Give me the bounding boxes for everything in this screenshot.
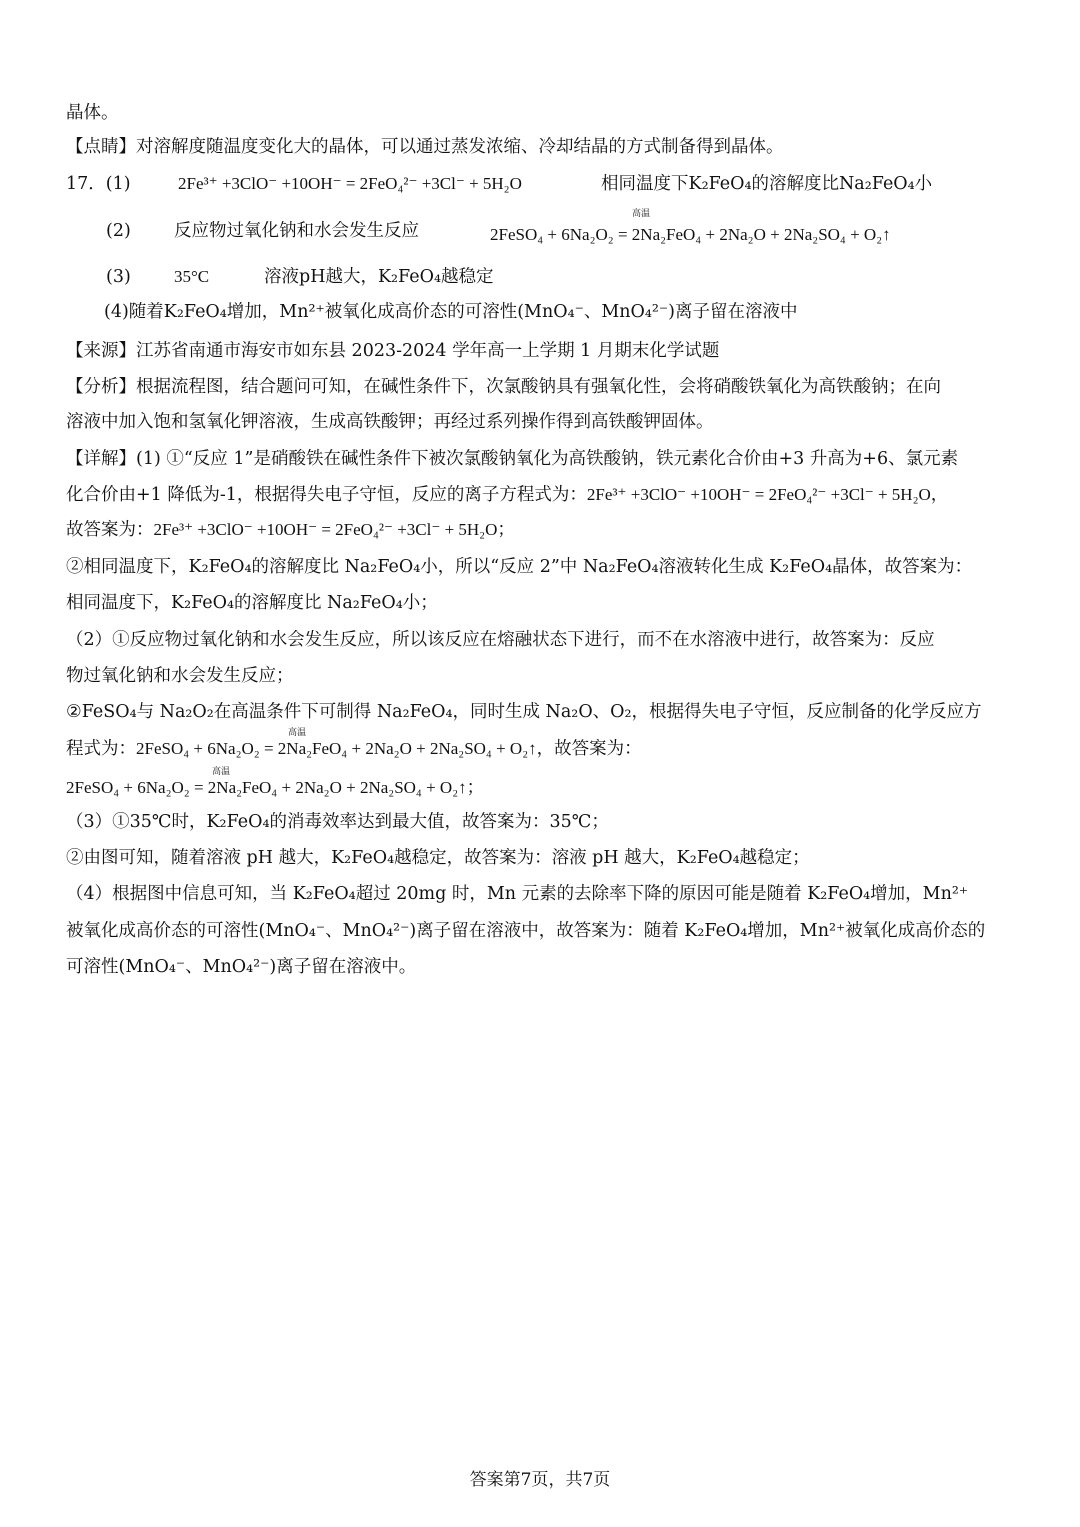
punctuation: ； bbox=[497, 520, 515, 540]
analysis-line: 溶液中加入饱和氢氧化钾溶液，生成高铁酸钾；再经过系列操作得到高铁酸钾固体。 bbox=[66, 412, 714, 432]
detail-text: 程式为： bbox=[66, 739, 136, 759]
detail-line bbox=[66, 728, 1016, 761]
temperature: 35°C bbox=[174, 267, 210, 286]
detail-line bbox=[66, 483, 1016, 507]
condition-label: 高温 bbox=[632, 209, 651, 219]
answer-17-4: (4)随着K₂FeO₄增加，Mn²⁺被氧化成高价态的可溶性(MnO₄⁻、MnO₄²⁻)离子留在溶液中 bbox=[104, 302, 798, 322]
ionic-equation: 2Fe³⁺ +3ClO⁻ +10OH⁻ = 2FeO₄²⁻ +3Cl⁻ + 5H₂O bbox=[586, 485, 931, 504]
detail-line bbox=[66, 518, 1016, 542]
detail-line: ②FeSO₄与 Na₂O₂在高温条件下可制得 Na₂FeO₄，同时生成 Na₂O、O₂，根据得失电子守恒，反应制备的化学反应方 bbox=[66, 702, 982, 722]
detail-line: （4）根据图中信息可知，当 K₂FeO₄超过 20mg 时，Mn 元素的去除率下降的原因可能是随着 K₂FeO₄增加，Mn²⁺ bbox=[66, 884, 969, 904]
chemical-equation: 2FeSO₄ + 6Na₂O₂ = 2Na₂FeO₄ + 2Na₂O + 2Na₂SO₄ + O₂↑ bbox=[136, 739, 537, 758]
question-number: (2) bbox=[106, 221, 131, 241]
detail-line: ②由图可知，随着溶液 pH 越大，K₂FeO₄越稳定，故答案为：溶液 pH 越大，K₂FeO₄越稳定； bbox=[66, 848, 810, 868]
chemical-equation: 2FeSO₄ + 6Na₂O₂ = 2Na₂FeO₄ + 2Na₂O + 2Na₂SO₄ + O₂↑ bbox=[490, 225, 891, 244]
detail-text: ，故答案为： bbox=[536, 739, 642, 759]
detail-line bbox=[66, 767, 1016, 800]
detail-line: ②相同温度下，K₂FeO₄的溶解度比 Na₂FeO₄小，所以“反应 2”中 Na₂FeO₄溶液转化生成 K₂FeO₄晶体，故答案为： bbox=[66, 557, 973, 577]
detail-line: （2）①反应物过氧化钠和水会发生反应，所以该反应在熔融状态下进行，而不在水溶液中进行，故答案为：反应 bbox=[66, 630, 935, 650]
punctuation: ； bbox=[466, 778, 485, 798]
question-number: 17．(1) bbox=[66, 174, 131, 194]
detail-line: 物过氧化钠和水会发生反应； bbox=[66, 666, 294, 686]
detail-line: 被氧化成高价态的可溶性(MnO₄⁻、MnO₄²⁻)离子留在溶液中，故答案为：随着 K₂FeO₄增加，Mn²⁺被氧化成高价态的 bbox=[66, 921, 986, 941]
ionic-equation: 2Fe³⁺ +3ClO⁻ +10OH⁻ = 2FeO₄²⁻ +3Cl⁻ + 5H₂O bbox=[153, 520, 498, 539]
punctuation: ， bbox=[930, 485, 949, 505]
condition-label: 高温 bbox=[212, 767, 231, 777]
answer-text: 反应物过氧化钠和水会发生反应 bbox=[174, 221, 419, 241]
answer-17-2 bbox=[66, 209, 1016, 249]
detail-line: 可溶性(MnO₄⁻、MnO₄²⁻)离子留在溶液中。 bbox=[66, 957, 417, 977]
condition-label: 高温 bbox=[288, 728, 307, 738]
detail-text: 化合价由+1 降低为-1，根据得失电子守恒，反应的离子方程式为： bbox=[66, 485, 587, 505]
chemical-equation: 2FeSO₄ + 6Na₂O₂ = 2Na₂FeO₄ + 2Na₂O + 2Na₂SO₄ + O₂↑ bbox=[66, 778, 467, 797]
ionic-equation: 2Fe³⁺ +3ClO⁻ +10OH⁻ = 2FeO₄²⁻ +3Cl⁻ + 5H₂O bbox=[178, 174, 522, 193]
source-line: 【来源】江苏省南通市海安市如东县 2023-2024 学年高一上学期 1 月期末化学试题 bbox=[66, 341, 720, 361]
question-number: (3) bbox=[106, 267, 131, 287]
detail-line: 相同温度下，K₂FeO₄的溶解度比 Na₂FeO₄小； bbox=[66, 593, 438, 613]
answer-text: 相同温度下K₂FeO₄的溶解度比Na₂FeO₄小 bbox=[601, 174, 933, 194]
remark-line: 【点睛】对溶解度随温度变化大的晶体，可以通过蒸发浓缩、冷却结晶的方式制备得到晶体。 bbox=[66, 137, 784, 157]
analysis-line: 【分析】根据流程图，结合题问可知，在碱性条件下，次氯酸钠具有强氧化性，会将硝酸铁氧化为高铁酸钠；在向 bbox=[66, 377, 941, 397]
detail-text: 故答案为： bbox=[66, 520, 154, 540]
page-footer: 答案第7页，共7页 bbox=[469, 1470, 611, 1490]
answer-text: 溶液pH越大，K₂FeO₄越稳定 bbox=[264, 267, 494, 287]
detail-line: 【详解】(1) ①“反应 1”是硝酸铁在碱性条件下被次氯酸钠氧化为高铁酸钠，铁元素化合价由+3 升高为+6、氯元素 bbox=[66, 449, 959, 469]
text-line: 晶体。 bbox=[66, 103, 119, 123]
detail-line: （3）①35℃时，K₂FeO₄的消毒效率达到最大值，故答案为：35℃； bbox=[66, 812, 609, 832]
